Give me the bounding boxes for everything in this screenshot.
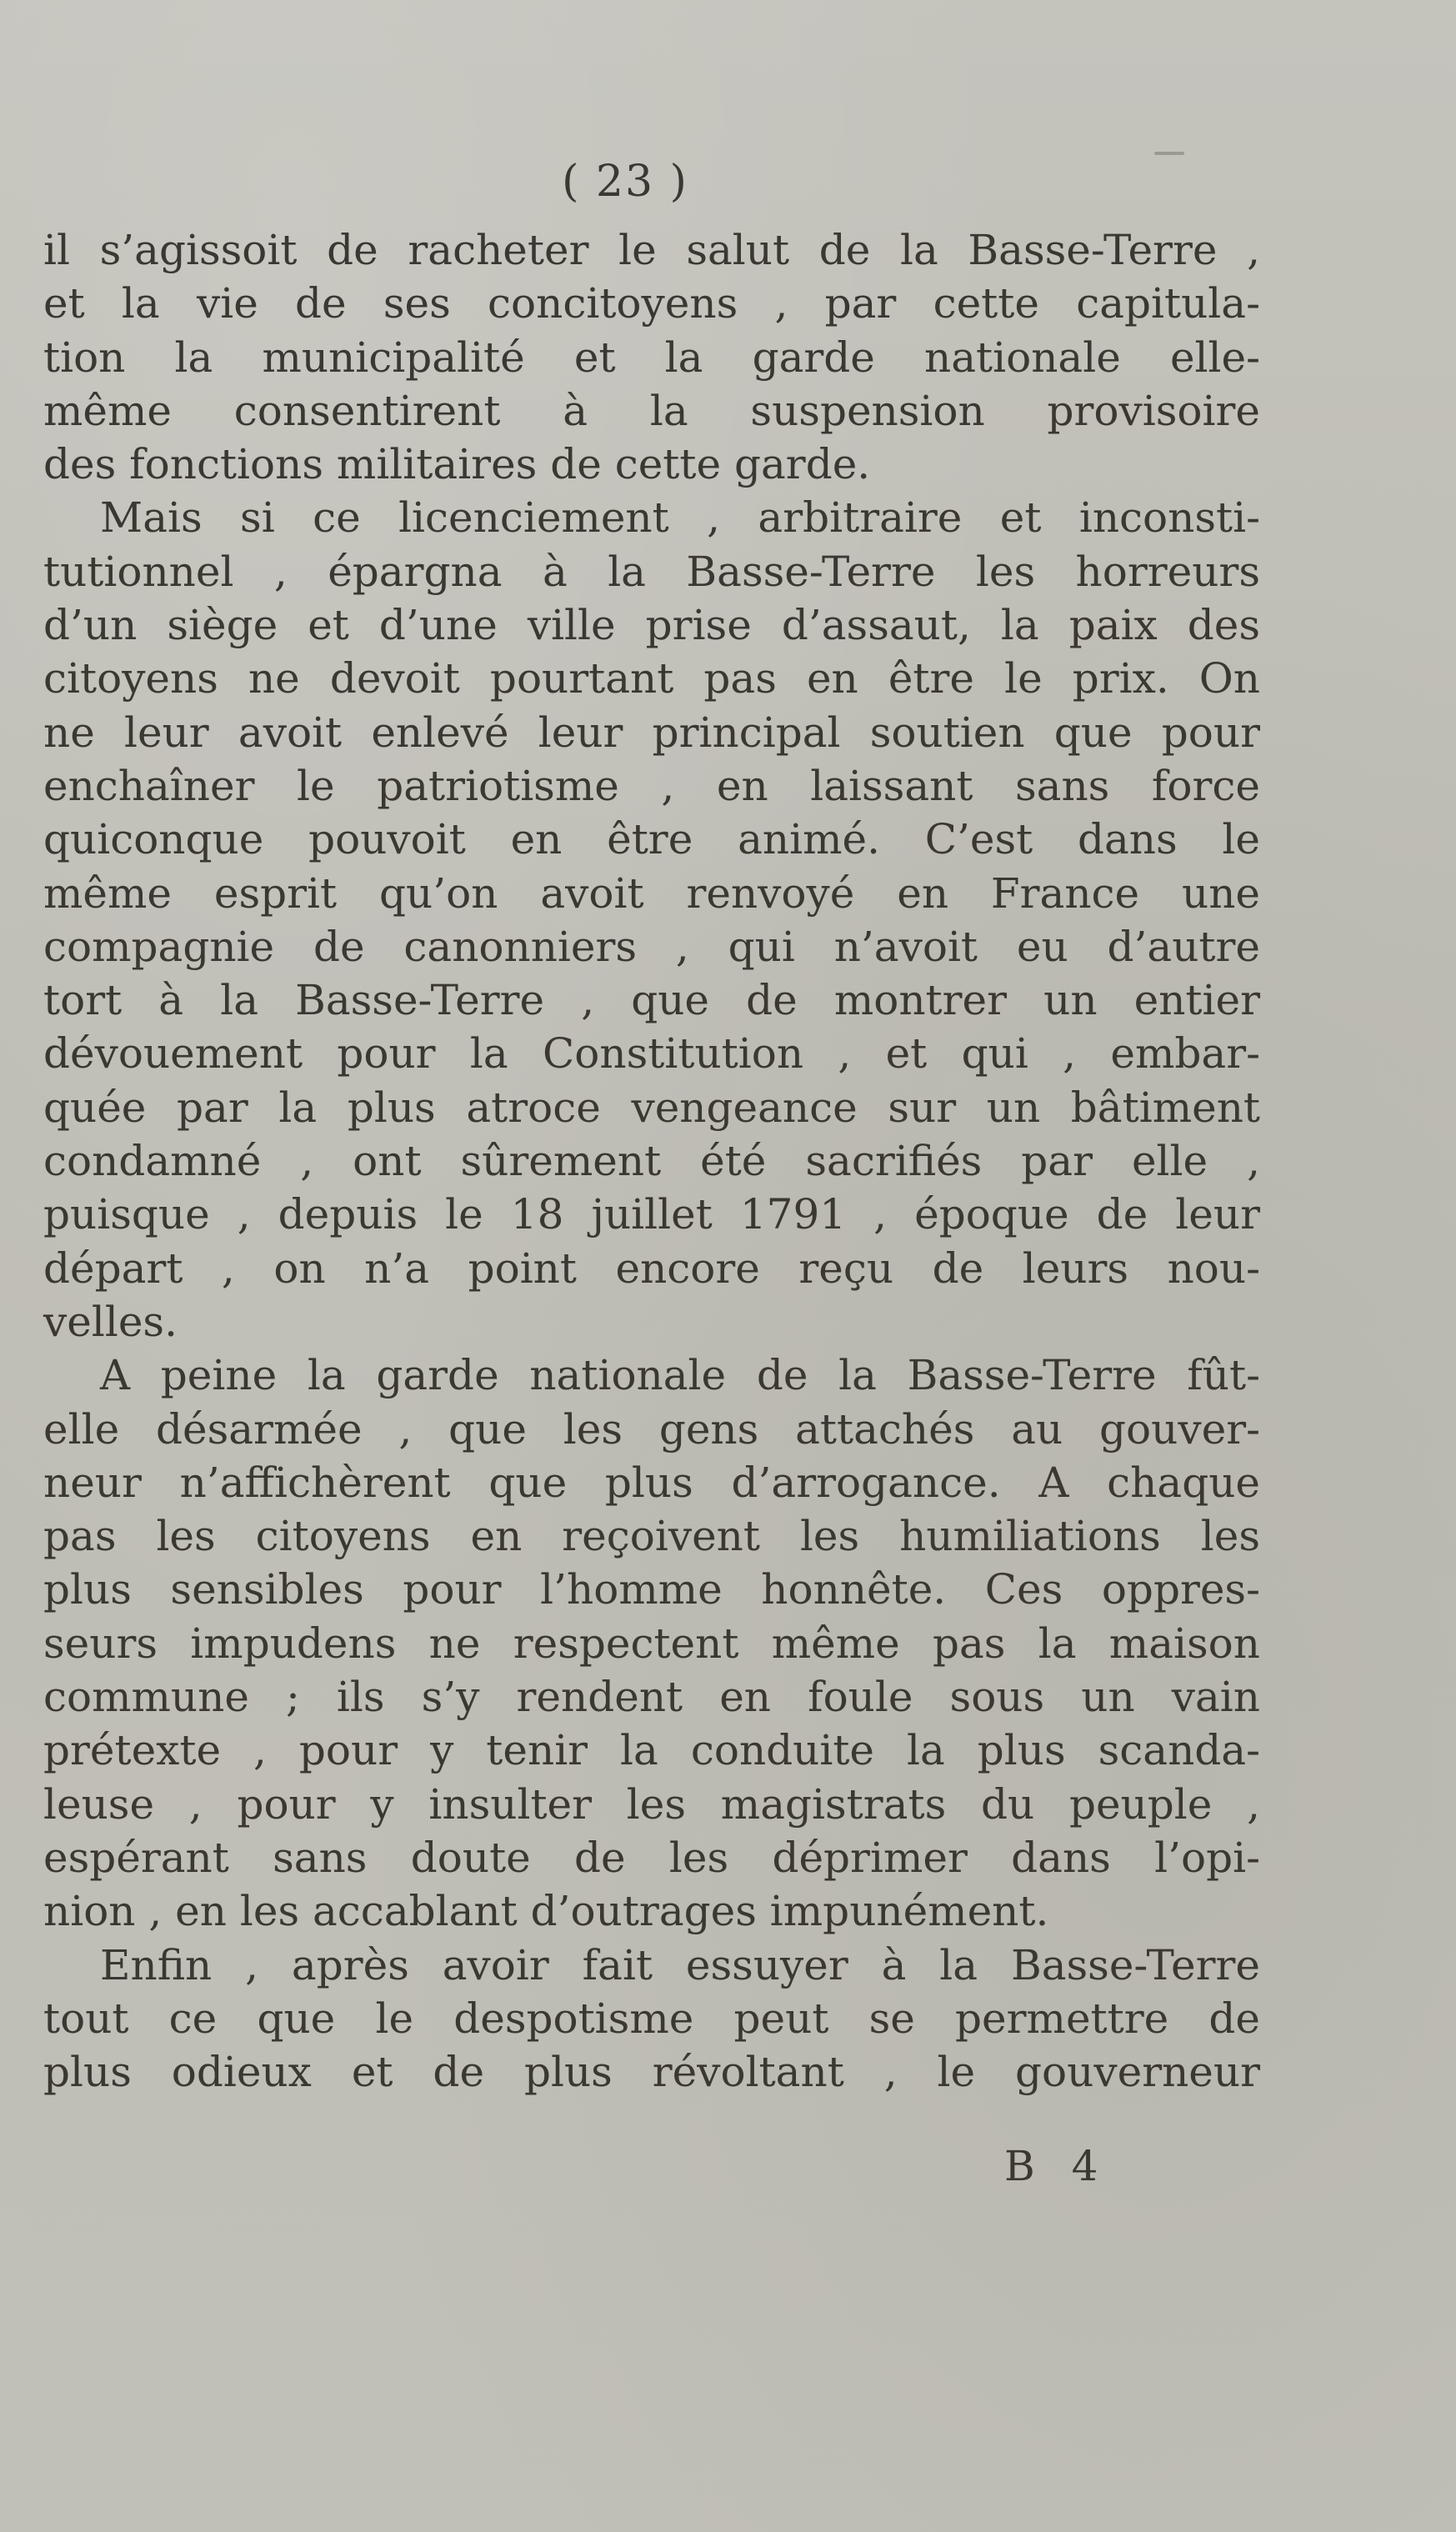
text-line: des fonctions militaires de cette garde. xyxy=(43,440,871,489)
text-line: espérant sans doute de les déprimer dans l’opi- xyxy=(43,1833,1260,1882)
text-line: tout ce que le despotisme peut se permettre de xyxy=(43,1994,1260,2043)
text-line: et la vie de ses concitoyens , par cette capitula- xyxy=(43,279,1260,328)
text-line: nion , en les accablant d’outrages impunément. xyxy=(43,1887,1049,1936)
text-line: d’un siège et d’une ville prise d’assaut, la paix des xyxy=(43,601,1260,650)
text-line: ne leur avoit enlevé leur principal soutien que pour xyxy=(43,708,1260,757)
text-line: leuse , pour y insulter les magistrats du peuple , xyxy=(43,1779,1260,1829)
text-line: elle désarmée , que les gens attachés au gouver- xyxy=(43,1404,1260,1454)
text-line: dévouement pour la Constitution , et qui , embar- xyxy=(43,1029,1260,1078)
text-line: même consentirent à la suspension provisoire xyxy=(43,386,1260,435)
text-line: neur n’affichèrent que plus d’arrogance. A chaque xyxy=(43,1458,1260,1507)
text-line: prétexte , pour y tenir la conduite la plus scanda- xyxy=(43,1726,1260,1775)
text-line: tort à la Basse-Terre , que de montrer un entier xyxy=(43,976,1260,1025)
text-line: il s’agissoit de racheter le salut de la Basse-Terre , xyxy=(43,226,1260,274)
text-line: départ , on n’a point encore reçu de leurs nou- xyxy=(43,1243,1260,1293)
body-text xyxy=(43,223,1260,2099)
paragraph-start-line: A peine la garde nationale de la Basse-Terre fût- xyxy=(100,1351,1260,1400)
text-line: plus odieux et de plus révoltant , le gouverneur xyxy=(43,2048,1260,2097)
text-line: seurs impudens ne respectent même pas la maison xyxy=(43,1619,1260,1668)
ink-smudge xyxy=(1154,152,1184,155)
text-line: pas les citoyens en reçoivent les humiliations les xyxy=(43,1512,1260,1561)
text-line: quiconque pouvoit en être animé. C’est dans le xyxy=(43,815,1260,864)
text-line: citoyens ne devoit pourtant pas en être le prix. On xyxy=(43,654,1260,703)
page-number: ( 23 ) xyxy=(562,157,688,207)
text-line: puisque , depuis le 18 juillet 1791 , époque de leur xyxy=(43,1190,1260,1239)
text-line: commune ; ils s’y rendent en foule sous un vain xyxy=(43,1673,1260,1722)
signature-mark: B 4 xyxy=(1004,2142,1110,2190)
text-line: compagnie de canonniers , qui n’avoit eu d’autre xyxy=(43,922,1260,971)
text-line: tion la municipalité et la garde nationale elle- xyxy=(43,333,1260,382)
text-line: plus sensibles pour l’homme honnête. Ces oppres- xyxy=(43,1565,1260,1614)
paragraph-start-line: Enfin , après avoir fait essuyer à la Basse-Terre xyxy=(100,1940,1260,1989)
text-line: enchaîner le patriotisme , en laissant sans force xyxy=(43,761,1260,810)
text-line: condamné , ont sûrement été sacrifiés par elle , xyxy=(43,1137,1260,1186)
text-line: quée par la plus atroce vengeance sur un bâtiment xyxy=(43,1083,1260,1132)
text-line: même esprit qu’on avoit renvoyé en France une xyxy=(43,868,1260,918)
paragraph-start-line: Mais si ce licenciement , arbitraire et inconsti- xyxy=(100,493,1260,543)
text-line: velles. xyxy=(43,1297,178,1346)
text-line: tutionnel , épargna à la Basse-Terre les horreurs xyxy=(43,547,1260,596)
